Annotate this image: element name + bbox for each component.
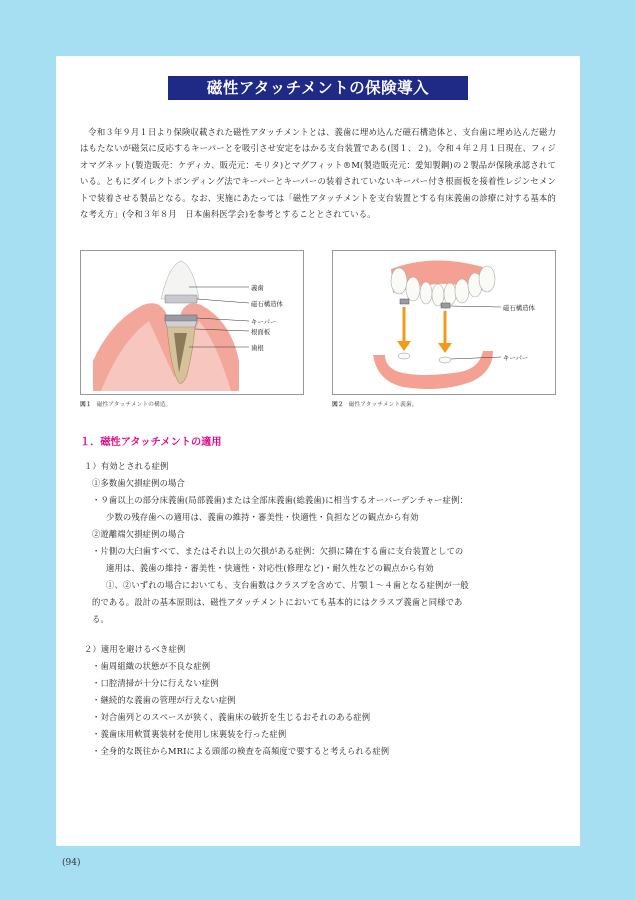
figure-1-caption [80,399,171,408]
sub2-item-6: ・全身的な既往からMRIによる頭部の検査を高頻度で要すると考えられる症例 [92,746,390,756]
label-root-coping: 根面板 [251,328,271,336]
page-title: 磁性アタッチメントの保険導入 [168,76,468,100]
sub1-line-2: ・９歯以上の部分床義歯(局部義歯)または全部床義歯(総義歯)に相当するオーバーデンチャー症例： [92,495,468,505]
figure-2 [332,250,556,395]
subsection-2-heading: ２）適用を避けるべき症例 [84,644,186,654]
label-denture: 義歯 [251,284,264,292]
sub2-item-5: ・義歯床用軟質裏装材を使用し床裏装を行った症例 [92,729,287,739]
label-magnet-structure-2: 磁石構造体 [503,304,535,312]
sub1-line-3: 少数の残存歯への適用は、義歯の維持・審美性・快適性・負担などの観点から有効 [106,512,419,522]
label-keeper-2: キーパー [503,354,529,362]
label-keeper: キーパー [251,318,277,326]
figure-2-number: 図２ [332,402,344,408]
sub1-line-5: ・片側の大臼歯すべて、またはそれ以上の欠損がある症例：欠損に隣在する歯に支台装置としての [92,546,464,556]
sub1-line-7: ①、②いずれの場合においても、支台歯数はクラスプを含めて、片顎１～４歯となる症例が一般 [106,580,469,590]
subsection-1-heading: １）有効とされる症例 [84,461,169,471]
sub1-line-1: ①多数歯欠損症例の場合 [92,478,185,488]
intro-paragraph: 令和３年９月１日より保険収載された磁性アタッチメントとは、義歯に埋め込んだ磁石構造体と、支台歯に埋め込んだ磁力はもたないが磁気に反応するキーパーとを吸引させ安定をはかる支台装置である(図１、２)。令和４年２月１日現在、フィジオマグネット(製造販売：ケディカ、販売元：モリタ)とマグフィット®M(製造販売元：愛知製鋼)の２製品が保険承認されている。ともにダイレクトボンディング法でキーパーとキーパーの装着されていないキーパー付き根面板を接着性レジンセメントで装着させる製品となる。なお、実施にあたっては「磁性アタッチメントを支台装置とする有床義歯の診療に対する基本的な考え方」(令和３年８月 日本歯科医学会)を参考とすることとされている。 [80,127,556,220]
figure-1 [80,250,304,395]
sub1-line-6: 適用は、義歯の維持・審美性・快適性・対応性(修理など)・耐久性などの観点から有効 [106,563,434,573]
sub2-item-3: ・継続的な義歯の管理が行えない症例 [92,695,236,705]
magnetic-attachment-denture-diagram [333,251,555,394]
sub2-item-1: ・歯周組織の状態が不良な症例 [92,661,211,671]
sub2-item-2: ・口腔清掃が十分に行えない症例 [92,678,219,688]
figure-1-number: 図１ [80,402,92,408]
sub1-line-8: 的である。設計の基本原則は、磁性アタッチメントにおいても基本的にはクラスプ義歯と同様であ [92,597,463,607]
figure-2-caption-text: 磁性アタッチメント義歯。 [348,402,418,408]
figure-1-caption-text: 磁性アタッチメントの構造。 [96,402,172,408]
sub2-item-4: ・対合歯列とのスペースが狭く、義歯床の破折を生じるおそれのある症例 [92,712,371,722]
page-number: (94) [62,858,81,868]
sub1-line-9: る。 [92,614,109,624]
sub1-line-4: ②遊離端欠損症例の場合 [92,529,185,539]
section-1-heading: １．磁性アタッチメントの適用 [80,437,222,448]
label-root: 歯根 [251,344,264,352]
label-magnet-structure: 磁石構造体 [251,300,283,308]
figure-2-caption [332,399,418,408]
